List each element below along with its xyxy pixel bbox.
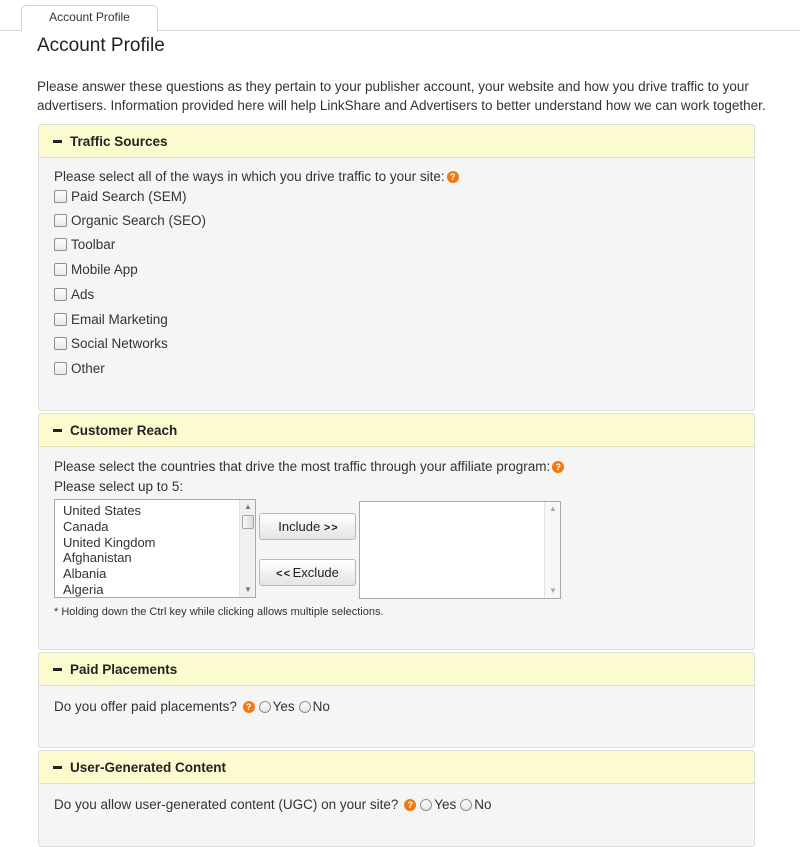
help-icon[interactable]: ? bbox=[447, 171, 459, 183]
page-title: Account Profile bbox=[37, 35, 165, 56]
scroll-up-icon[interactable]: ▲ bbox=[244, 502, 252, 511]
checkbox-label: Other bbox=[71, 361, 105, 376]
checkbox-label: Paid Search (SEM) bbox=[71, 189, 187, 204]
paid-yes-label[interactable]: Yes bbox=[272, 699, 295, 714]
paid-question-text: Do you offer paid placements? bbox=[54, 699, 237, 714]
ugc-panel bbox=[38, 750, 755, 847]
help-icon[interactable]: ? bbox=[552, 461, 564, 473]
checkbox-label: Mobile App bbox=[71, 262, 138, 277]
paid-no-radio[interactable] bbox=[299, 701, 311, 713]
traffic-question bbox=[54, 169, 459, 184]
help-icon[interactable]: ? bbox=[243, 701, 255, 713]
scroll-up-icon[interactable]: ▲ bbox=[549, 504, 557, 513]
country-option[interactable]: United States bbox=[63, 503, 142, 518]
tab-bar bbox=[0, 0, 800, 31]
paid-question bbox=[54, 699, 330, 714]
tab-account-profile[interactable]: Account Profile bbox=[21, 5, 158, 32]
collapse-icon[interactable] bbox=[53, 429, 62, 432]
customer-reach-header[interactable] bbox=[39, 414, 754, 447]
country-option[interactable]: United Kingdom bbox=[63, 534, 156, 550]
traffic-question-text: Please select all of the ways in which you drive traffic to your site: bbox=[54, 169, 445, 184]
checkbox-ads[interactable] bbox=[54, 287, 94, 303]
checkbox-organic-search[interactable] bbox=[54, 213, 206, 229]
checkbox[interactable] bbox=[54, 214, 67, 227]
paid-placements-panel bbox=[38, 652, 755, 748]
scrollbar[interactable] bbox=[239, 500, 255, 597]
scroll-thumb[interactable] bbox=[242, 515, 254, 529]
country-list[interactable] bbox=[54, 499, 256, 598]
ugc-yes-label[interactable]: Yes bbox=[434, 797, 457, 812]
help-icon[interactable]: ? bbox=[404, 799, 416, 811]
paid-placements-header[interactable] bbox=[39, 653, 754, 686]
checkbox[interactable] bbox=[54, 337, 67, 350]
traffic-sources-panel bbox=[38, 124, 755, 411]
ugc-question-text: Do you allow user-generated content (UGC) on your site? bbox=[54, 797, 399, 812]
country-option[interactable]: Albania bbox=[63, 566, 107, 582]
traffic-sources-title: Traffic Sources bbox=[70, 134, 168, 149]
ugc-question bbox=[54, 797, 491, 812]
scroll-down-icon[interactable]: ▼ bbox=[244, 585, 252, 594]
checkbox-toolbar[interactable] bbox=[54, 237, 115, 253]
include-label: Include bbox=[278, 519, 321, 534]
checkbox-label: Organic Search (SEO) bbox=[71, 213, 207, 228]
checkbox-email-marketing[interactable] bbox=[54, 312, 168, 328]
checkbox[interactable] bbox=[54, 362, 67, 375]
chevron-right-icon: > > bbox=[323, 522, 337, 534]
ugc-title: User-Generated Content bbox=[70, 760, 227, 775]
collapse-icon[interactable] bbox=[53, 668, 62, 671]
collapse-icon[interactable] bbox=[53, 766, 62, 769]
customer-reach-panel bbox=[38, 413, 755, 650]
checkbox-label: Toolbar bbox=[71, 237, 116, 252]
checkbox[interactable] bbox=[54, 288, 67, 301]
exclude-label: Exclude bbox=[292, 565, 339, 580]
scroll-down-icon[interactable]: ▼ bbox=[549, 586, 557, 595]
checkbox[interactable] bbox=[54, 313, 67, 326]
checkbox-label: Email Marketing bbox=[71, 312, 168, 327]
checkbox-label: Ads bbox=[71, 287, 95, 302]
ugc-header[interactable] bbox=[39, 751, 754, 784]
exclude-button[interactable] bbox=[259, 559, 356, 586]
scrollbar[interactable] bbox=[544, 502, 560, 598]
checkbox-paid-search[interactable] bbox=[54, 189, 187, 205]
country-option[interactable]: Afghanistan bbox=[63, 550, 132, 566]
checkbox-social-networks[interactable] bbox=[54, 336, 168, 352]
checkbox-label: Social Networks bbox=[71, 336, 168, 351]
include-button[interactable] bbox=[259, 513, 356, 540]
checkbox-mobile-app[interactable] bbox=[54, 262, 138, 278]
paid-no-label[interactable]: No bbox=[312, 699, 330, 714]
country-option[interactable]: Canada bbox=[63, 518, 109, 534]
checkbox[interactable] bbox=[54, 190, 67, 203]
checkbox[interactable] bbox=[54, 263, 67, 276]
customer-reach-title: Customer Reach bbox=[70, 423, 178, 438]
reach-question bbox=[54, 459, 564, 474]
collapse-icon[interactable] bbox=[53, 140, 62, 143]
reach-limit: Please select up to 5: bbox=[54, 479, 184, 494]
paid-yes-radio[interactable] bbox=[259, 701, 271, 713]
reach-question-text: Please select the countries that drive the most traffic through your affiliate program: bbox=[54, 459, 551, 474]
ugc-no-label[interactable]: No bbox=[474, 797, 492, 812]
ugc-no-radio[interactable] bbox=[460, 799, 472, 811]
checkbox[interactable] bbox=[54, 238, 67, 251]
chevron-left-icon: < < bbox=[276, 568, 290, 580]
selected-country-list[interactable] bbox=[359, 501, 561, 599]
checkbox-other[interactable] bbox=[54, 361, 105, 377]
traffic-sources-header[interactable] bbox=[39, 125, 754, 158]
ugc-yes-radio[interactable] bbox=[420, 799, 432, 811]
ctrl-key-note: * Holding down the Ctrl key while clicking allows multiple selections. bbox=[54, 606, 384, 618]
country-option[interactable]: Algeria bbox=[63, 581, 104, 597]
paid-placements-title: Paid Placements bbox=[70, 662, 178, 677]
intro-text: Please answer these questions as they pertain to your publisher account, your website and how you drive traffic to your advertisers. Information provided here will help LinkShare and Advertisers to better understand how we can work together. bbox=[37, 79, 766, 113]
